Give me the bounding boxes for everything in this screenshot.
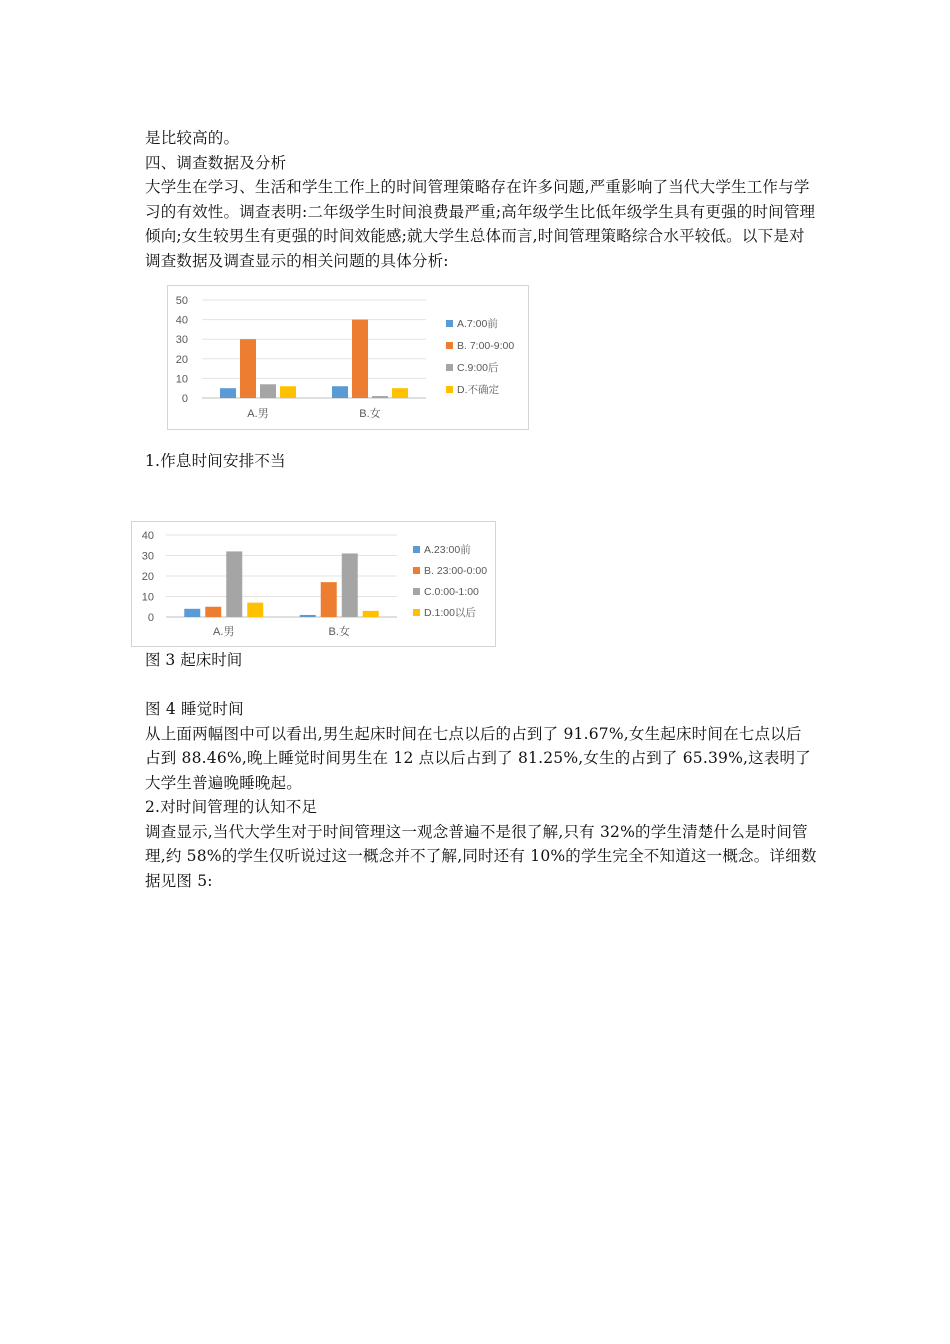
bar	[352, 320, 368, 398]
chart-wakeup-svg	[168, 286, 528, 429]
text-block-bottom	[145, 697, 817, 893]
bar	[300, 615, 316, 617]
bar	[332, 386, 348, 398]
bar	[372, 396, 388, 398]
y-tick-label: 30	[141, 550, 154, 563]
section-heading: 四、调查数据及分析	[145, 153, 287, 172]
legend-label: A.7:00前	[457, 318, 498, 330]
legend-label: C.0:00-1:00	[424, 586, 479, 598]
legend-label: B. 23:00-0:00	[424, 565, 488, 577]
bar	[220, 388, 236, 398]
bar	[363, 611, 379, 617]
bar	[392, 388, 408, 398]
legend-label: D.1:00以后	[424, 607, 476, 619]
x-category-label: A.男	[247, 408, 269, 420]
chart-wakeup-time	[167, 285, 529, 430]
paragraph-continuation: 是比较高的。	[145, 129, 240, 147]
y-tick-label: 10	[141, 591, 154, 604]
y-tick-label: 40	[141, 530, 154, 542]
y-tick-label: 10	[175, 373, 188, 386]
x-category-label: B.女	[328, 626, 350, 638]
section1-title: 1.作息时间安排不当	[145, 452, 286, 470]
paragraph-cognition: 调查显示,当代大学生对于时间管理这一观念普遍不是很了解,只有 32%的学生清楚什么是时间管理,约 58%的学生仅听说过这一概念并不了解,同时还有 10%的学生完全不知道这一概念。详细数据见图 5:	[145, 822, 817, 890]
legend-swatch	[413, 588, 420, 595]
text-block-top	[145, 126, 817, 273]
bar	[184, 609, 200, 617]
bar	[240, 339, 256, 398]
bar	[280, 386, 296, 398]
x-category-label: B.女	[359, 408, 381, 420]
legend-swatch	[413, 567, 420, 574]
bar	[247, 603, 263, 617]
paragraph-intro: 大学生在学习、生活和学生工作上的时间管理策略存在许多问题,严重影响了当代大学生工作与学习的有效性。调查表明:二年级学生时间浪费最严重;高年级学生比低年级学生具有更强的时间管理倾向;女生较男生有更强的时间效能感;就大学生总体而言,时间管理策略综合水平较低。以下是对调查数据及调查显示的相关问题的具体分析:	[145, 178, 816, 270]
y-tick-label: 40	[175, 314, 188, 327]
legend-label: C.9:00后	[457, 362, 499, 374]
legend-swatch	[446, 364, 453, 371]
bar	[342, 553, 358, 617]
legend-label: A.23:00前	[424, 544, 471, 556]
text-block-section1	[145, 449, 817, 474]
bar	[205, 607, 221, 617]
bar	[260, 384, 276, 398]
legend-label: B. 7:00-9:00	[457, 340, 515, 352]
x-category-label: A.男	[213, 626, 235, 638]
legend-swatch	[446, 386, 453, 393]
caption-fig3: 图 3 起床时间	[145, 651, 243, 669]
y-tick-label: 0	[147, 612, 154, 624]
legend-swatch	[413, 609, 420, 616]
paragraph-analysis: 从上面两幅图中可以看出,男生起床时间在七点以后的占到了 91.67%,女生起床时间在七点以后占到 88.46%,晚上睡觉时间男生在 12 点以后占到了 81.25%,女生的占到了 65.39%,这表明了大学生普遍晚睡晚起。	[145, 724, 811, 792]
caption-fig4: 图 4 睡觉时间	[145, 700, 244, 718]
bar	[321, 582, 337, 617]
y-tick-label: 50	[175, 295, 188, 307]
y-tick-label: 20	[141, 571, 154, 583]
y-tick-label: 30	[175, 334, 188, 347]
chart-sleep-svg	[132, 522, 495, 646]
legend-label: D.不确定	[457, 384, 499, 396]
chart-sleep-time	[131, 521, 496, 647]
legend-swatch	[446, 320, 453, 327]
section2-title: 2.对时间管理的认知不足	[145, 798, 318, 816]
y-tick-label: 0	[181, 393, 188, 405]
y-tick-label: 20	[175, 353, 188, 366]
legend-swatch	[446, 342, 453, 349]
legend-swatch	[413, 546, 420, 553]
bar	[226, 551, 242, 617]
